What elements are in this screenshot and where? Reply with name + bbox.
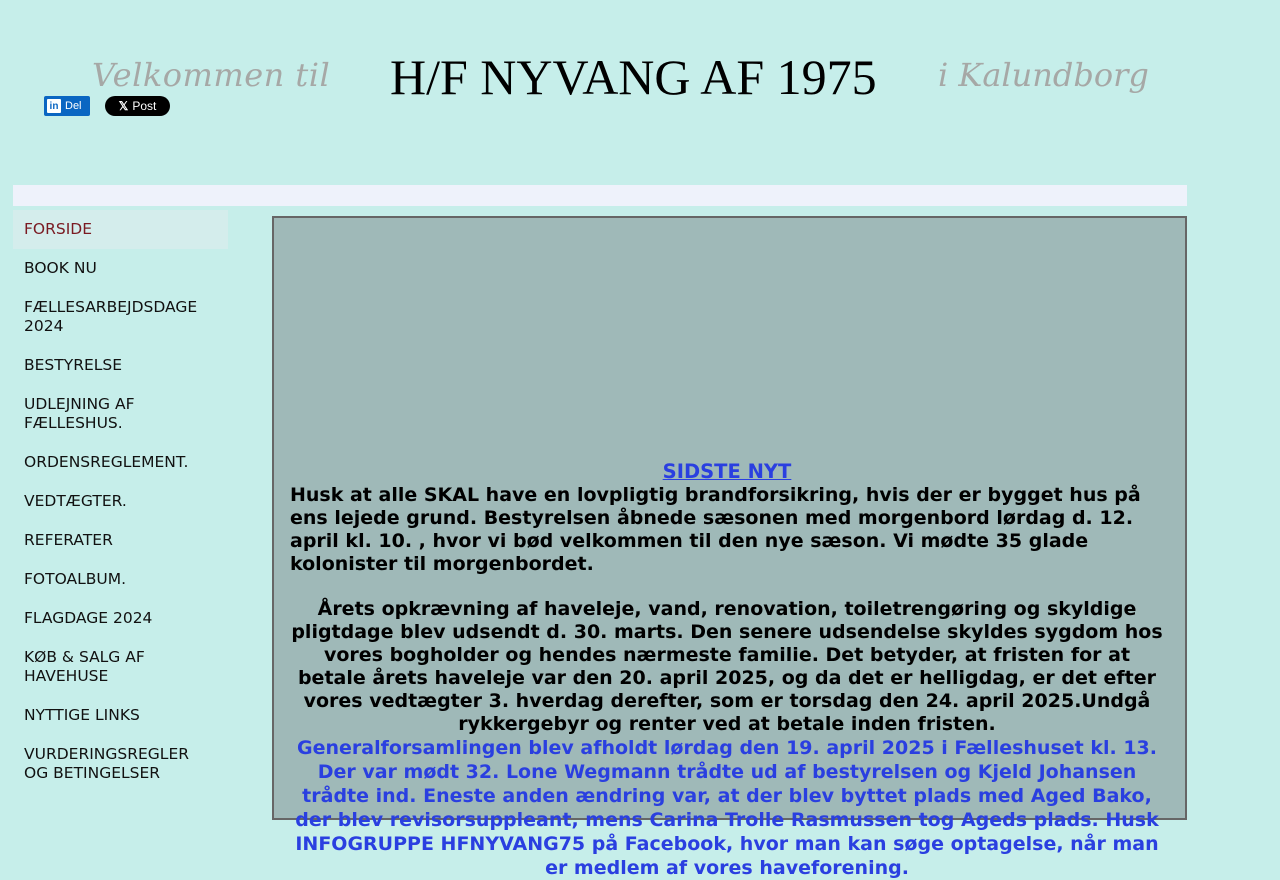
linkedin-icon: in [47,99,61,113]
sidebar-nav [13,210,228,793]
sidebar-item-vurderingsregler[interactable]: VURDERINGSREGLER OG BETINGELSER [24,745,190,782]
x-post-label: Post [132,99,157,113]
sidebar-item-koeb-salg[interactable]: KØB & SALG AF HAVEHUSE [24,648,145,685]
news-heading-link[interactable]: SIDSTE NYT [662,460,792,483]
news-section [290,460,1164,880]
x-post-button[interactable] [105,96,170,116]
site-title: H/F NYVANG AF 1975 [390,49,877,105]
sidebar-item-vedtaegter[interactable]: VEDTÆGTER. [24,492,127,510]
news-paragraph-payment: Årets opkrævning af haveleje, vand, renovation, toiletrengøring og skyldige pligtdage blev udsendt d. 30. marts. Den senere udsendelse skyldes sygdom hos vores bogholder og hendes nærmeste familie. Det betyder, at fristen for at betale årets haveleje var den 20. april 2025, og da det er helligdag, er det efter vores vedtægter 3. hverdag derefter, som er torsdag den 24. april 2025.Undgå rykkergebyr og renter ved at betale inden fristen. [291,598,1163,735]
sidebar-item-fotoalbum[interactable]: FOTOALBUM. [24,570,127,588]
sidebar-item-referater[interactable]: REFERATER [24,531,113,549]
main-content-panel [272,216,1187,879]
sidebar-item-forside[interactable]: FORSIDE [13,210,228,249]
linkedin-share-button[interactable] [44,96,90,116]
sidebar-item-bestyrelse[interactable]: BESTYRELSE [24,356,123,374]
city-text: i Kalundborg [938,56,1149,94]
sidebar-item-flagdage[interactable]: FLAGDAGE 2024 [24,609,153,627]
news-paragraph-general-assembly: Generalforsamlingen blev afholdt lørdag den 19. april 2025 i Fælleshuset kl. 13. Der var mødt 32. Lone Wegmann trådte ud af bestyrelsen og Kjeld Johansen trådte ind. Eneste anden ændring var, at der blev byttet plads med Aged Bako, der blev revisorsuppleant, mens Carina Trolle Rasmussen tog Ageds plads. Husk INFOGRUPPE HFNYVANG75 på Facebook, hvor man kan søge optagelse, når man er medlem af vores haveforening. [295,737,1159,879]
sidebar-item-udlejning[interactable]: UDLEJNING AF FÆLLESHUS. [24,395,135,432]
sidebar-item-faellesarbejdsdage[interactable]: FÆLLESARBEJDSDAGE 2024 [24,298,198,335]
top-navigation-bar [13,185,1187,206]
news-paragraph-fire-insurance: Husk at alle SKAL have en lovpligtig brandforsikring, hvis der er bygget hus på ens lejede grund. Bestyrelsen åbnede sæsonen med morgenbord lørdag d. 12. april kl. 10. , hvor vi bød velkommen til den nye sæson. Vi mødte 35 glade kolonister til morgenbordet. [290,484,1141,575]
sidebar-item-nyttige-links[interactable]: NYTTIGE LINKS [24,706,140,724]
sidebar-item-book-nu[interactable]: BOOK NU [24,259,97,277]
welcome-text: Velkommen til [92,56,331,94]
x-logo-icon: 𝕏 [118,99,129,113]
sidebar-item-ordensreglement[interactable]: ORDENSREGLEMENT. [24,453,189,471]
linkedin-share-label: Del [65,100,82,112]
